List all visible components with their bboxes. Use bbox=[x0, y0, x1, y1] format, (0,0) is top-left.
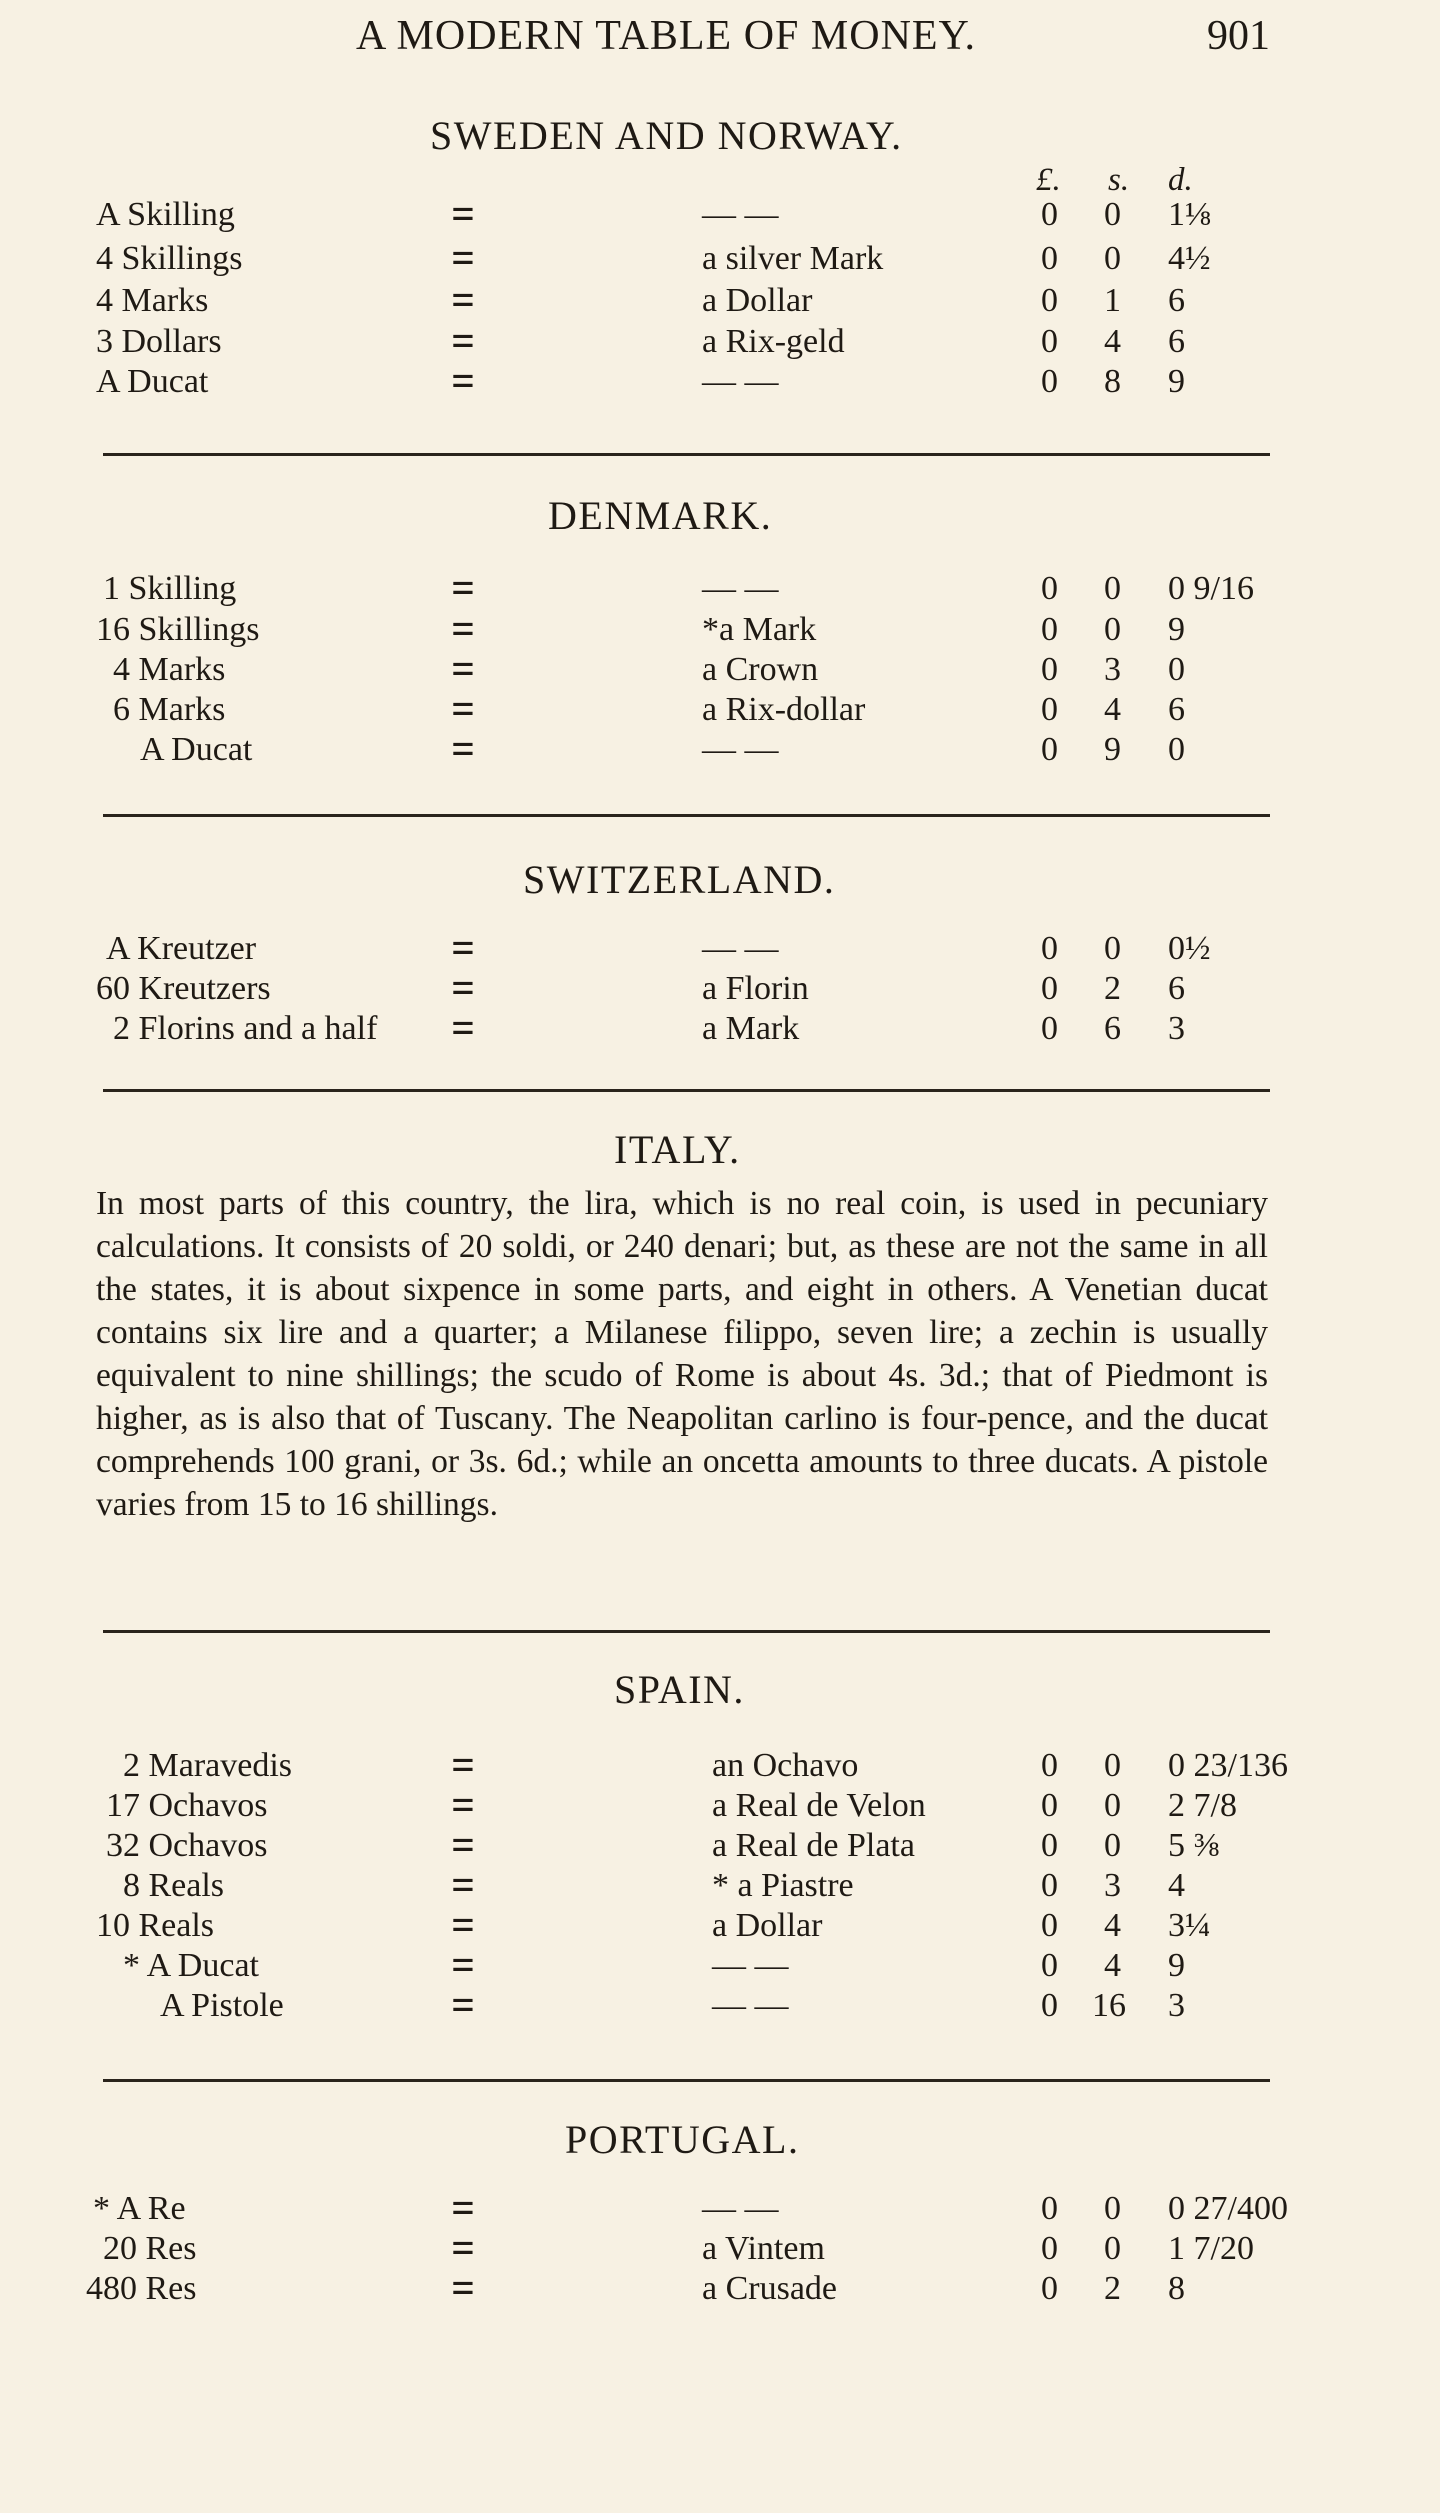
row-quantity: 4 Marks bbox=[96, 282, 209, 319]
row-pence: 0 bbox=[1168, 651, 1185, 688]
equals-sign: = bbox=[451, 232, 475, 283]
row-coin: a Rix-geld bbox=[702, 323, 845, 360]
equals-sign: = bbox=[451, 1899, 475, 1950]
section-title-sweden: SWEDEN AND NORWAY. bbox=[430, 113, 903, 158]
row-shillings: 0 bbox=[1104, 1747, 1121, 1784]
row-quantity: 20 Res bbox=[103, 2230, 197, 2267]
section-divider bbox=[103, 1630, 1270, 1633]
row-pounds: 0 bbox=[1041, 1827, 1058, 1864]
table-row bbox=[0, 1979, 1440, 2031]
row-coin: a silver Mark bbox=[702, 240, 884, 277]
row-pence: 1 7/20 bbox=[1168, 2230, 1254, 2267]
row-shillings: 0 bbox=[1104, 196, 1121, 233]
row-pence: 3 bbox=[1168, 1010, 1185, 1047]
row-pounds: 0 bbox=[1041, 1747, 1058, 1784]
row-coin: a Real de Velon bbox=[712, 1787, 926, 1824]
section-divider bbox=[103, 2079, 1270, 2082]
row-pounds: 0 bbox=[1041, 2270, 1058, 2307]
section-divider bbox=[103, 1089, 1270, 1092]
row-pounds: 0 bbox=[1041, 1787, 1058, 1824]
row-pounds: 0 bbox=[1041, 1907, 1058, 1944]
row-pounds: 0 bbox=[1041, 691, 1058, 728]
row-coin: a Real de Plata bbox=[712, 1827, 915, 1864]
equals-sign: = bbox=[451, 2182, 475, 2233]
equals-sign: = bbox=[451, 1779, 475, 1830]
row-pence: 0½ bbox=[1168, 930, 1211, 967]
section-divider bbox=[103, 814, 1270, 817]
row-shillings: 8 bbox=[1104, 363, 1121, 400]
row-coin: — — bbox=[702, 570, 779, 607]
section-title-portugal: PORTUGAL. bbox=[565, 2117, 800, 2162]
row-quantity: 8 Reals bbox=[123, 1867, 225, 1904]
row-pence: 4½ bbox=[1168, 240, 1211, 277]
row-pounds: 0 bbox=[1041, 970, 1058, 1007]
row-pounds: 0 bbox=[1041, 1867, 1058, 1904]
table-row bbox=[0, 1899, 1440, 1951]
equals-sign: = bbox=[451, 1739, 475, 1790]
running-head-title: A MODERN TABLE OF MONEY. bbox=[356, 13, 976, 59]
row-pounds: 0 bbox=[1041, 570, 1058, 607]
row-coin: — — bbox=[702, 731, 779, 768]
equals-sign: = bbox=[451, 603, 475, 654]
row-quantity: A Ducat bbox=[140, 731, 253, 768]
row-coin: a Mark bbox=[702, 1010, 800, 1047]
row-quantity: 16 Skillings bbox=[96, 611, 260, 648]
section-title-italy: ITALY. bbox=[614, 1127, 741, 1172]
table-row bbox=[0, 723, 1440, 775]
row-coin: a Dollar bbox=[702, 282, 813, 319]
row-quantity: * A Ducat bbox=[123, 1947, 259, 1984]
row-pounds: 0 bbox=[1041, 611, 1058, 648]
row-shillings: 4 bbox=[1104, 1947, 1121, 1984]
table-row bbox=[0, 643, 1440, 695]
table-row bbox=[0, 683, 1440, 735]
equals-sign: = bbox=[451, 1002, 475, 1053]
page-number: 901 bbox=[1207, 13, 1270, 59]
table-row bbox=[0, 2222, 1440, 2274]
row-coin: — — bbox=[702, 2190, 779, 2227]
row-pounds: 0 bbox=[1041, 282, 1058, 319]
table-row bbox=[0, 1739, 1440, 1791]
row-quantity: A Kreutzer bbox=[106, 930, 257, 967]
row-pence: 2 7/8 bbox=[1168, 1787, 1237, 1824]
row-shillings: 2 bbox=[1104, 2270, 1121, 2307]
row-pence: 6 bbox=[1168, 282, 1185, 319]
row-coin: a Dollar bbox=[712, 1907, 823, 1944]
row-shillings: 0 bbox=[1104, 240, 1121, 277]
row-pounds: 0 bbox=[1041, 323, 1058, 360]
row-quantity: 4 Skillings bbox=[96, 240, 243, 277]
column-header-shillings: s. bbox=[1108, 162, 1130, 198]
column-header-pence: d. bbox=[1168, 162, 1193, 198]
row-coin: — — bbox=[702, 196, 779, 233]
row-quantity: 480 Res bbox=[86, 2270, 197, 2307]
row-pence: 9 bbox=[1168, 363, 1185, 400]
row-shillings: 4 bbox=[1104, 1907, 1121, 1944]
row-coin: *a Mark bbox=[702, 611, 817, 648]
row-coin: a Rix-dollar bbox=[702, 691, 866, 728]
row-shillings: 0 bbox=[1104, 570, 1121, 607]
row-pence: 5 ⅜ bbox=[1168, 1827, 1219, 1864]
row-shillings: 4 bbox=[1104, 323, 1121, 360]
table-row bbox=[0, 562, 1440, 614]
equals-sign: = bbox=[451, 962, 475, 1013]
table-row bbox=[0, 355, 1440, 407]
row-pence: 4 bbox=[1168, 1867, 1185, 1904]
row-pounds: 0 bbox=[1041, 651, 1058, 688]
row-shillings: 0 bbox=[1104, 1827, 1121, 1864]
row-pounds: 0 bbox=[1041, 1987, 1058, 2024]
row-pounds: 0 bbox=[1041, 930, 1058, 967]
column-header-pounds: £. bbox=[1036, 162, 1061, 198]
row-coin: — — bbox=[712, 1987, 789, 2024]
row-pounds: 0 bbox=[1041, 731, 1058, 768]
row-quantity: 10 Reals bbox=[96, 1907, 215, 1944]
row-quantity: 2 Maravedis bbox=[123, 1747, 293, 1784]
row-coin: a Florin bbox=[702, 970, 809, 1007]
table-row bbox=[0, 603, 1440, 655]
row-pence: 3 bbox=[1168, 1987, 1185, 2024]
equals-sign: = bbox=[451, 315, 475, 366]
equals-sign: = bbox=[451, 643, 475, 694]
row-pence: 0 bbox=[1168, 731, 1185, 768]
row-coin: an Ochavo bbox=[712, 1747, 859, 1784]
row-pence: 0 9/16 bbox=[1168, 570, 1254, 607]
table-row bbox=[0, 232, 1440, 284]
table-row bbox=[0, 2262, 1440, 2314]
row-shillings: 3 bbox=[1104, 1867, 1121, 1904]
row-coin: * a Piastre bbox=[712, 1867, 854, 1904]
row-shillings: 2 bbox=[1104, 970, 1121, 1007]
equals-sign: = bbox=[451, 188, 475, 239]
row-quantity: 1 Skilling bbox=[103, 570, 237, 607]
row-quantity: A Pistole bbox=[160, 1987, 284, 2024]
table-row bbox=[0, 962, 1440, 1014]
row-shillings: 3 bbox=[1104, 651, 1121, 688]
equals-sign: = bbox=[451, 922, 475, 973]
row-shillings: 0 bbox=[1104, 611, 1121, 648]
row-quantity: 17 Ochavos bbox=[106, 1787, 268, 1824]
equals-sign: = bbox=[451, 1979, 475, 2030]
section-title-denmark: DENMARK. bbox=[548, 493, 773, 538]
equals-sign: = bbox=[451, 1859, 475, 1910]
equals-sign: = bbox=[451, 274, 475, 325]
row-quantity: A Skilling bbox=[96, 196, 235, 233]
table-row bbox=[0, 1859, 1440, 1911]
row-coin: a Crusade bbox=[702, 2270, 838, 2307]
row-shillings: 0 bbox=[1104, 1787, 1121, 1824]
row-shillings: 4 bbox=[1104, 691, 1121, 728]
row-shillings: 0 bbox=[1104, 930, 1121, 967]
table-row bbox=[0, 188, 1440, 240]
equals-sign: = bbox=[451, 1819, 475, 1870]
row-pence: 9 bbox=[1168, 611, 1185, 648]
table-row bbox=[0, 2182, 1440, 2234]
equals-sign: = bbox=[451, 2222, 475, 2273]
row-pence: 8 bbox=[1168, 2270, 1185, 2307]
table-row bbox=[0, 1819, 1440, 1871]
section-divider bbox=[103, 453, 1270, 456]
row-shillings: 1 bbox=[1104, 282, 1121, 319]
row-pounds: 0 bbox=[1041, 196, 1058, 233]
running-head bbox=[0, 4, 1440, 64]
row-coin: — — bbox=[702, 930, 779, 967]
row-quantity: 32 Ochavos bbox=[106, 1827, 268, 1864]
row-coin: a Crown bbox=[702, 651, 819, 688]
italy-paragraph: In most parts of this country, the lira, which is no real coin, is used in pecuniary calculations. It consists of 20 soldi, or 240 denari; but, as these are not the same in all the states, it is about sixpence in some parts, and eight in others. A Venetian ducat contains six lire and a quarter; a Milanese filippo, seven lire; a zechin is usually equivalent to nine shillings; the scudo of Rome is about 4s. 3d.; that of Piedmont is higher, as is also that of Tuscany. The Neapolitan carlino is four-pence, and the ducat comprehends 100 grani, or 3s. 6d.; while an oncetta amounts to three ducats. A pistole varies from 15 to 16 shillings. bbox=[96, 1185, 1268, 1523]
row-pounds: 0 bbox=[1041, 240, 1058, 277]
row-pence: 6 bbox=[1168, 970, 1185, 1007]
table-row bbox=[0, 315, 1440, 367]
row-pence: 3¼ bbox=[1168, 1907, 1211, 1944]
row-pounds: 0 bbox=[1041, 1947, 1058, 1984]
row-quantity: 4 Marks bbox=[113, 651, 226, 688]
row-shillings: 0 bbox=[1104, 2190, 1121, 2227]
row-shillings: 9 bbox=[1104, 731, 1121, 768]
row-pounds: 0 bbox=[1041, 2230, 1058, 2267]
table-row bbox=[0, 1779, 1440, 1831]
row-pence: 6 bbox=[1168, 323, 1185, 360]
row-pence: 0 23/136 bbox=[1168, 1747, 1288, 1784]
equals-sign: = bbox=[451, 355, 475, 406]
table-row bbox=[0, 922, 1440, 974]
equals-sign: = bbox=[451, 562, 475, 613]
row-shillings: 6 bbox=[1104, 1010, 1121, 1047]
section-title-switzerland: SWITZERLAND. bbox=[523, 857, 836, 902]
row-pounds: 0 bbox=[1041, 2190, 1058, 2227]
row-pence: 0 27/400 bbox=[1168, 2190, 1288, 2227]
row-pence: 6 bbox=[1168, 691, 1185, 728]
row-quantity: 60 Kreutzers bbox=[96, 970, 271, 1007]
table-row bbox=[0, 1939, 1440, 1991]
row-shillings: 16 bbox=[1092, 1987, 1126, 2024]
equals-sign: = bbox=[451, 723, 475, 774]
row-quantity: A Ducat bbox=[96, 363, 209, 400]
row-coin: a Vintem bbox=[702, 2230, 825, 2267]
row-coin: — — bbox=[702, 363, 779, 400]
equals-sign: = bbox=[451, 1939, 475, 1990]
equals-sign: = bbox=[451, 2262, 475, 2313]
table-row bbox=[0, 274, 1440, 326]
row-quantity: 6 Marks bbox=[113, 691, 226, 728]
row-pence: 1⅛ bbox=[1168, 196, 1211, 233]
row-pounds: 0 bbox=[1041, 363, 1058, 400]
row-quantity: 3 Dollars bbox=[96, 323, 222, 360]
row-coin: — — bbox=[712, 1947, 789, 1984]
row-quantity: 2 Florins and a half bbox=[113, 1010, 378, 1047]
row-pence: 9 bbox=[1168, 1947, 1185, 1984]
equals-sign: = bbox=[451, 683, 475, 734]
row-quantity: * A Re bbox=[93, 2190, 186, 2227]
section-title-spain: SPAIN. bbox=[614, 1667, 745, 1712]
row-pounds: 0 bbox=[1041, 1010, 1058, 1047]
row-shillings: 0 bbox=[1104, 2230, 1121, 2267]
table-row bbox=[0, 1002, 1440, 1054]
